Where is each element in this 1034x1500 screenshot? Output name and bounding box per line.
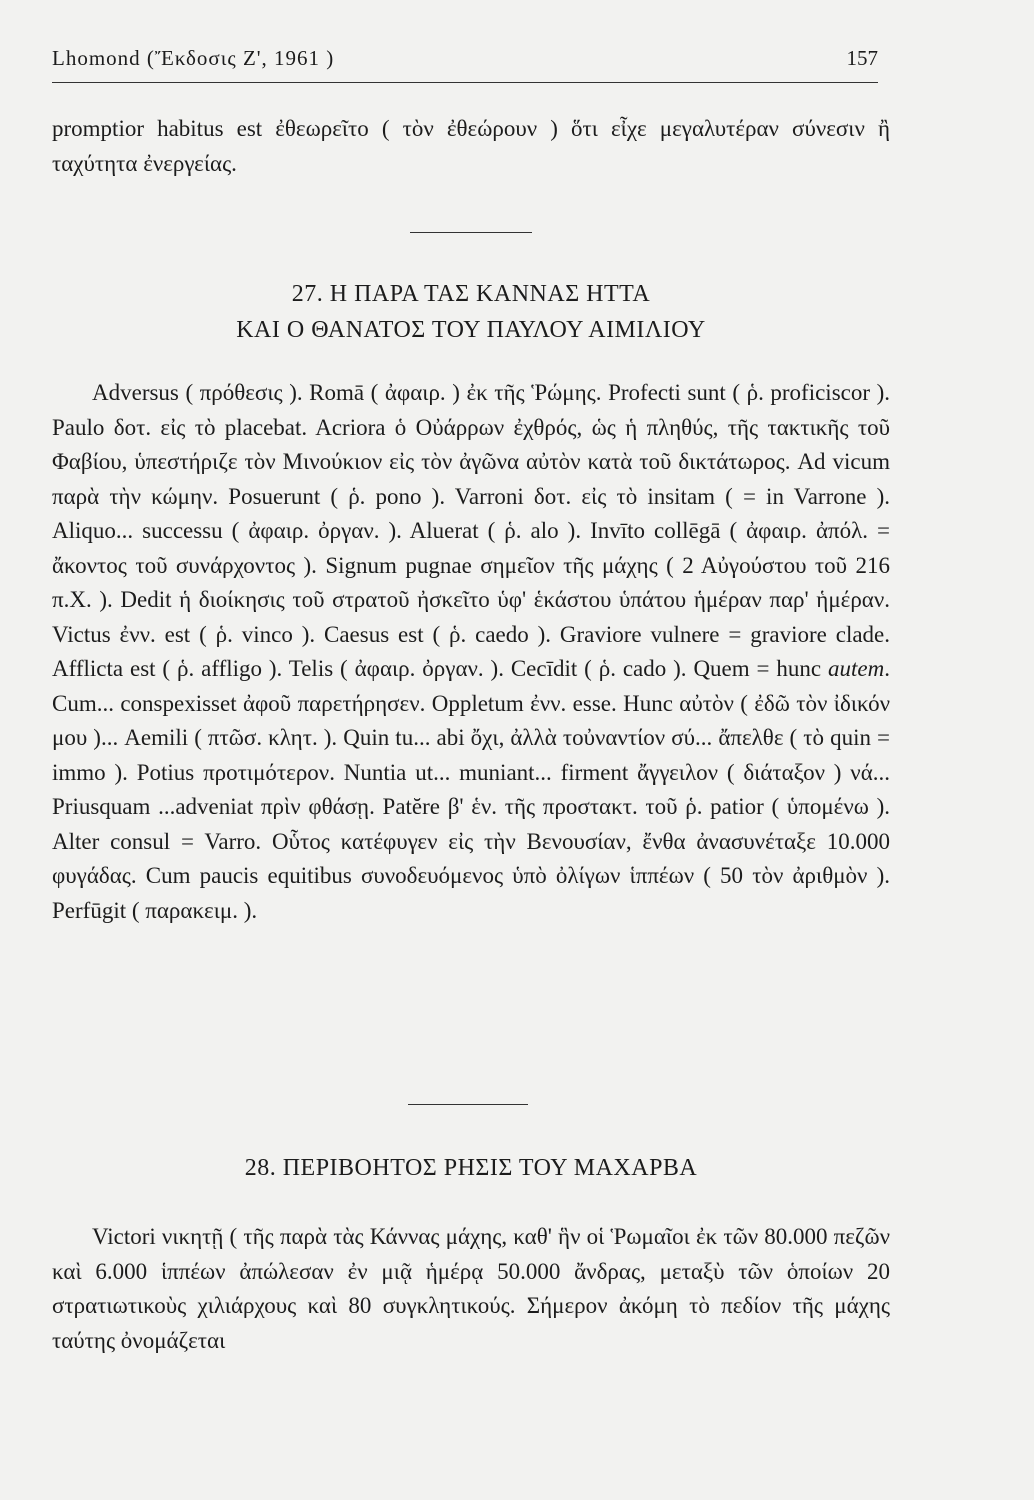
running-header xyxy=(52,46,878,71)
section-27-heading-line2: ΚΑΙ Ο ΘΑΝΑΤΟΣ ΤΟΥ ΠΑΥΛΟΥ ΑΙΜΙΛΙΟΥ xyxy=(236,317,706,343)
section-27-body-part1: Adversus ( πρόθεσις ). Romā ( ἀφαιρ. ) ἐκ τῆς Ῥώμης. Profecti sunt ( ῥ. proficiscor ). Paulo δοτ. εἰς τὸ placebat. Acriora ὁ Οὐάρρων ἐχθρός, ὡς ἡ πληθύς, τῆς τακτικῆς τοῦ Φαβίου, ὑπεστήριζε τὸν Μινούκιον εἰς τὸν ἀγῶνα αὐτὸν κατὰ τοῦ δικτάτωρος. Ad vicum παρὰ τὴν κώμην. Posuerunt ( ῥ. pono ). Varroni δοτ. εἰς τὸ insitam ( = in Varrone ). Aliquo... successu ( ἀφαιρ. ὀργαν. ). Aluerat ( ῥ. alo ). Invīto collēgā ( ἀφαιρ. ἀπόλ. = ἄκοντος τοῦ συνάρχοντος ). Signum pugnae σημεῖον τῆς μάχης ( 2 Αὐγούστου τοῦ 216 π.Χ. ). Dedit ἡ διοίκησις τοῦ στρατοῦ ἠσκεῖτο ὑφ' ἑκάστου ὑπάτου ἡμέραν παρ' ἡμέραν. Victus ἐνν. est ( ῥ. vinco ). Caesus est ( ῥ. caedo ). Graviore vulnere = graviore clade. Afflicta est ( ῥ. affligo ). Telis ( ἀφαιρ. ὀργαν. ). Cecīdit ( ῥ. cado ). Quem = hunc xyxy=(52,380,890,681)
section-27-heading-line1: 27. Η ΠΑΡΑ ΤΑΣ ΚΑΝΝΑΣ ΗΤΤΑ xyxy=(291,281,651,307)
intro-paragraph: promptior habitus est ἐθεωρεῖτο ( τὸν ἐθεώρουν ) ὅτι εἶχε μεγαλυτέραν σύνεσιν ἢ ταχύτητα ἐνεργείας. xyxy=(52,116,890,176)
page-number: 157 xyxy=(846,46,878,70)
section-28-heading: 28. ΠΕΡΙΒΟΗΤΟΣ ΡΗΣΙΣ ΤΟΥ ΜΑΧΑΡΒΑ xyxy=(244,1155,698,1181)
section-separator-2 xyxy=(408,1104,528,1105)
section-28-body: Victori νικητῇ ( τῆς παρὰ τὰς Κάννας μάχης, καθ' ἣν οἱ Ῥωμαῖοι ἐκ τῶν 80.000 πεζῶν καὶ 6.000 ἱππέων ἀπώλεσαν ἐν μιᾷ ἡμέρᾳ 50.000 ἄνδρας, μεταξὺ τῶν ὁποίων 20 στρατιωτικοὺς χιλιάρχους καὶ 80 συγκλητικούς. Σήμερον ἀκόμη τὸ πεδίον τῆς μάχης ταύτης ὀνομάζεται xyxy=(52,1224,890,1353)
header-rule xyxy=(52,82,878,83)
section-27-body xyxy=(52,376,890,928)
section-27-emphasis: autem xyxy=(828,656,885,681)
section-27-body-part2: . Cum... conspexisset ἀφοῦ παρετήρησεν. Oppletum ἐνν. esse. Hunc αὐτὸν ( ἐδῶ τὸν ἰδικόν μου )... Aemili ( πτῶσ. κλητ. ). Quin tu... abi ὄχι, ἀλλὰ τοὐναντίον σύ... ἄπελθε ( τὸ quin = immo ). Potius προτιμότερον. Nuntia ut... muniant... firment ἄγγειλον ( διάταξον ) νά... Priusquam ...adveniat πρὶν φθάσῃ. Patĕre β' ἑν. τῆς προστακτ. τοῦ ῥ. patior ( ὑπομένω ). Alter consul = Varro. Οὗτος κατέφυγεν εἰς τὴν Βενουσίαν, ἔνθα ἀνασυνέταξε 10.000 φυγάδας. Cum paucis equitibus συνοδευόμενος ὑπὸ ὀλίγων ἱππέων ( 50 τὸν ἀριθμὸν ). Perfūgit ( παρακειμ. ). xyxy=(52,656,890,923)
running-title: Lhomond (Ἔκδοσις Ζ', 1961 ) xyxy=(52,46,335,70)
section-separator xyxy=(410,232,532,233)
section-27-heading xyxy=(52,276,890,348)
